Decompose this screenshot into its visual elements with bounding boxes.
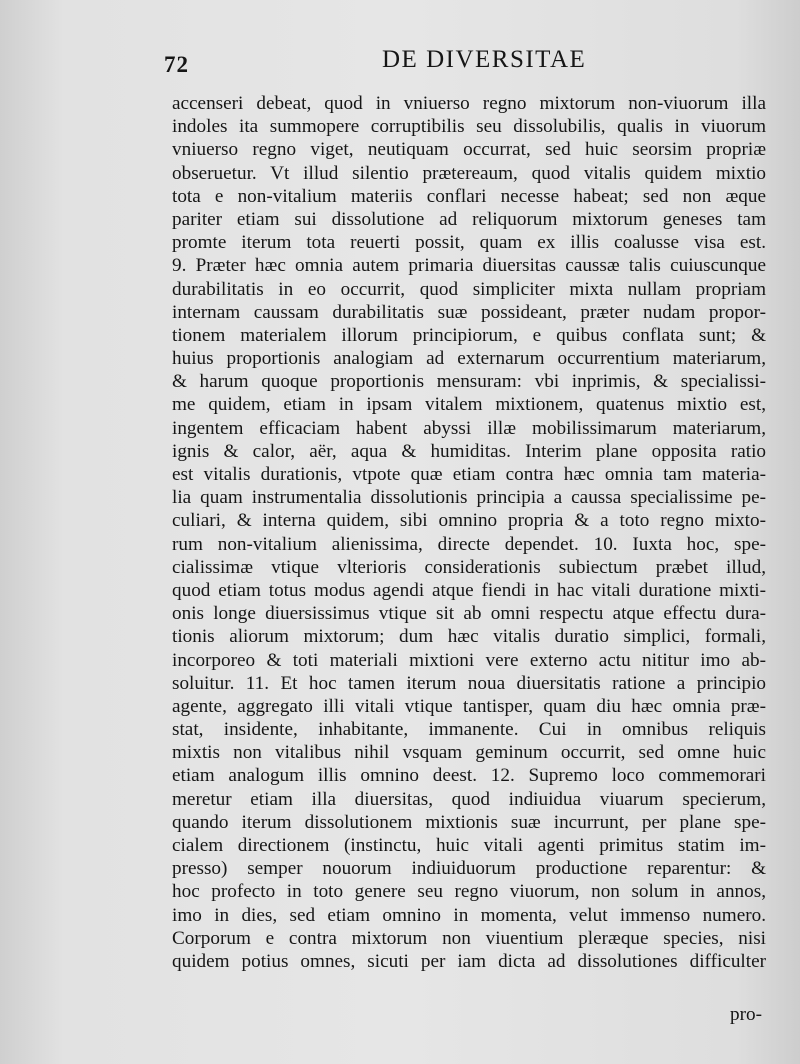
text-line: est vitalis durationis, vtpote quæ etiam contra hæc omnia tam materia- (172, 464, 766, 485)
text-line: ingentem efficaciam habent abyssi illæ mobilissimarum materiarum, (172, 417, 766, 439)
text-line: Corporum e contra mixtorum non viuentium pleræque species, nisi (172, 927, 766, 949)
page-number: 72 (164, 52, 189, 77)
text-line: accenseri debeat, quod in vniuerso regno mixtorum non-viuorum illa (172, 93, 766, 114)
text-line: quidem potius omnes, sicuti per iam dicta ad dissolutiones difficulter (172, 950, 766, 972)
text-line: etiam analogum illis omnino deest. 12. Supremo loco commemorari (172, 765, 766, 787)
text-line: agente, aggregato illi vitali vtique tantisper, quam diu hæc omnia præ- (172, 695, 766, 717)
text-line: ignis & calor, aër, aqua & humiditas. Interim plane opposita ratio (172, 440, 766, 462)
text-line: imo in dies, sed etiam omnino in momenta, velut immenso numero. (172, 904, 766, 926)
running-head: DE DIVERSITAE (382, 46, 587, 73)
text-line: vniuerso regno viget, neutiquam occurrat, sed huic seorsim propriæ (172, 139, 766, 161)
text-line: internam caussam durabilitatis suæ possideant, præter nudam propor- (172, 301, 766, 323)
text-line: promte iterum tota reuerti possit, quam ex illis coalusse visa est. (172, 232, 766, 254)
text-line: onis longe diuersissimus vtique sit ab omni respectu atque effectu dura- (172, 603, 766, 625)
text-line: tionem materialem illorum principiorum, e quibus conflata sunt; & (172, 324, 766, 346)
text-line: cialissimæ vtique vlterioris considerationis subiectum præbet illud, (172, 556, 766, 578)
text-line: me quidem, etiam in ipsam vitalem mixtionem, quatenus mixtio est, (172, 394, 766, 416)
text-line: 9. Præter hæc omnia autem primaria diuersitas caussæ talis cuiuscunque (172, 255, 766, 277)
text-line: mixtis non vitalibus nihil vsquam geminum occurrit, sed omne huic (172, 742, 766, 764)
text-line: obseruetur. Vt illud silentio prætereaum, quod vitalis quidem mixtio (172, 162, 766, 184)
text-line: meretur etiam illa diuersitas, quod indiuidua viuarum specierum, (172, 788, 766, 810)
text-line: huius proportionis analogiam ad externarum occurrentium materiarum, (172, 348, 766, 370)
text-line: indoles ita summopere corruptibilis seu dissolubilis, qualis in viuorum (172, 116, 766, 138)
text-line: & harum quoque proportionis mensuram: vbi inprimis, & specialissi- (172, 371, 766, 393)
text-line: soluitur. 11. Et hoc tamen iterum noua diuersitatis ratione a principio (172, 672, 766, 694)
text-line: hoc profecto in toto genere seu regno viuorum, non solum in annos, (172, 881, 766, 903)
catchword: pro- (730, 1004, 762, 1025)
text-line: presso) semper nouorum indiuiduorum productione reparentur: & (172, 858, 766, 880)
body-text (172, 92, 766, 973)
text-line: culiari, & interna quidem, sibi omnino propria & a toto regno mixto- (172, 510, 766, 532)
text-line: tota e non-vitalium materiis conflari necesse habeat; sed non æque (172, 185, 766, 207)
text-line: tionis aliorum mixtorum; dum hæc vitalis duratio simplici, formali, (172, 626, 766, 648)
text-line: durabilitatis in eo occurrit, quod simpliciter mixta nullam propriam (172, 278, 766, 300)
page-header (150, 44, 770, 84)
text-line: quando iterum dissolutionem mixtionis suæ incurrunt, per plane spe- (172, 811, 766, 833)
text-line: quod etiam totus modus agendi atque fiendi in hac vitali duratione mixti- (172, 579, 766, 601)
text-line: cialem directionem (instinctu, huic vitali agenti primitus statim im- (172, 835, 766, 856)
text-line: incorporeo & toti materiali mixtioni vere externo actu nititur imo ab- (172, 649, 766, 671)
text-line: pariter etiam sui dissolutione ad reliquorum mixtorum geneses tam (172, 208, 766, 230)
text-line: rum non-vitalium alienissima, directe dependet. 10. Iuxta hoc, spe- (172, 533, 766, 555)
text-line: stat, insidente, inhabitante, immanente. Cui in omnibus reliquis (172, 719, 766, 741)
text-line: lia quam instrumentalia dissolutionis principia a caussa specialissime pe- (172, 487, 766, 509)
